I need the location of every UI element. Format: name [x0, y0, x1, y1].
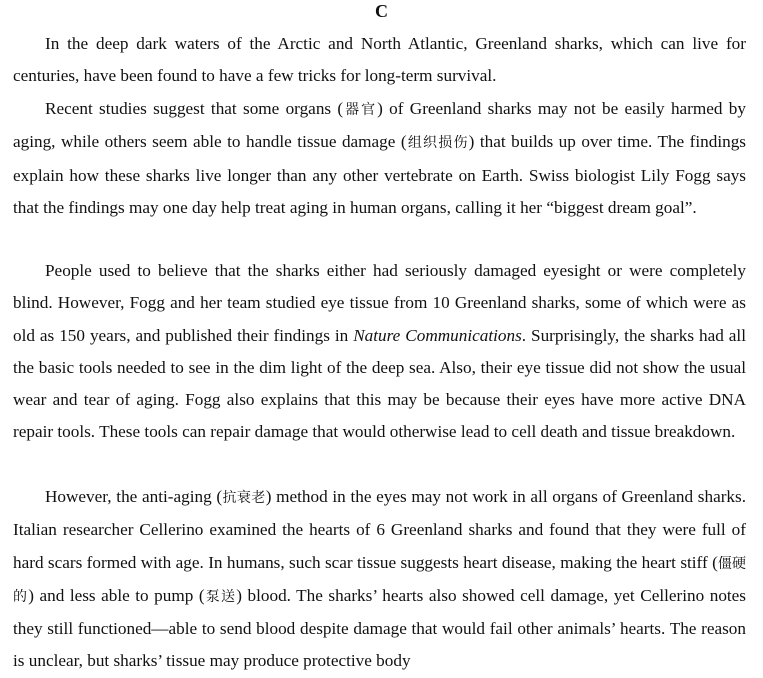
paragraph-hearts	[13, 481, 746, 678]
paragraph-intro	[13, 28, 746, 93]
paragraph-text: ) of Greenland sharks may not be easily harmed by aging, while others seem able to handle tissue damage (	[13, 99, 746, 152]
paragraph-text: ) and less able to pump (	[28, 585, 205, 605]
paragraph-text: . Surprisingly, the sharks had all the basic tools needed to see in the dim light of the deep sea. Also, their eye tissue did not show the usual wear and tear of aging. Fogg also explains that this may be because their eyes have more active DNA repair tools. These tools can repair damage that would otherwise lead to cell death and tissue breakdown.	[13, 325, 746, 442]
paragraph-text: ) blood. The sharks’ hearts also showed cell damage, yet Cellerino notes they still functioned—able to send blood despite damage that would fail other animals’ hearts. The reason is unclear, but sharks’ tissue may produce protective body	[13, 585, 746, 671]
paragraph-text: ) that builds up over time. The findings explain how these sharks live longer than any other vertebrate on Earth. Swiss biologist Lily Fogg says that the findings may one day help treat aging in human organs, calling it her “biggest dream goal”.	[13, 132, 746, 217]
chinese-gloss: 组织损伤	[406, 135, 469, 152]
paragraph-text: ) method in the eyes may not work in all organs of Greenland sharks. Italian researcher Cellerino examined the hearts of 6 Greenland sharks and found that they were full of hard scars formed with age. In humans, such scar tissue suggests heart disease, making the heart stiff (	[13, 487, 747, 572]
paragraph-text: However, the anti-aging (	[45, 487, 223, 506]
chinese-gloss: 泵送	[204, 588, 237, 605]
chinese-gloss: 僵硬的	[13, 555, 746, 605]
journal-title: Nature Communications	[353, 325, 522, 345]
chinese-gloss: 抗衰老	[222, 490, 266, 506]
paragraph-text: Recent studies suggest that some organs (	[45, 99, 344, 118]
paragraph-text: In the deep dark waters of the Arctic and North Atlantic, Greenland sharks, which can live for centuries, have been found to have a few tricks for long-term survival.	[13, 34, 746, 86]
paragraph-organs	[13, 93, 746, 224]
chinese-gloss: 器官	[343, 102, 378, 118]
paragraph-text: People used to believe that the sharks either had seriously damaged eyesight or were completely blind. However, Fogg and her team studied eye tissue from 10 Greenland sharks, some of which were as old as 150 years, and published their findings in	[13, 261, 746, 345]
paragraph-eyes	[13, 255, 746, 449]
section-heading: C	[375, 1, 388, 21]
